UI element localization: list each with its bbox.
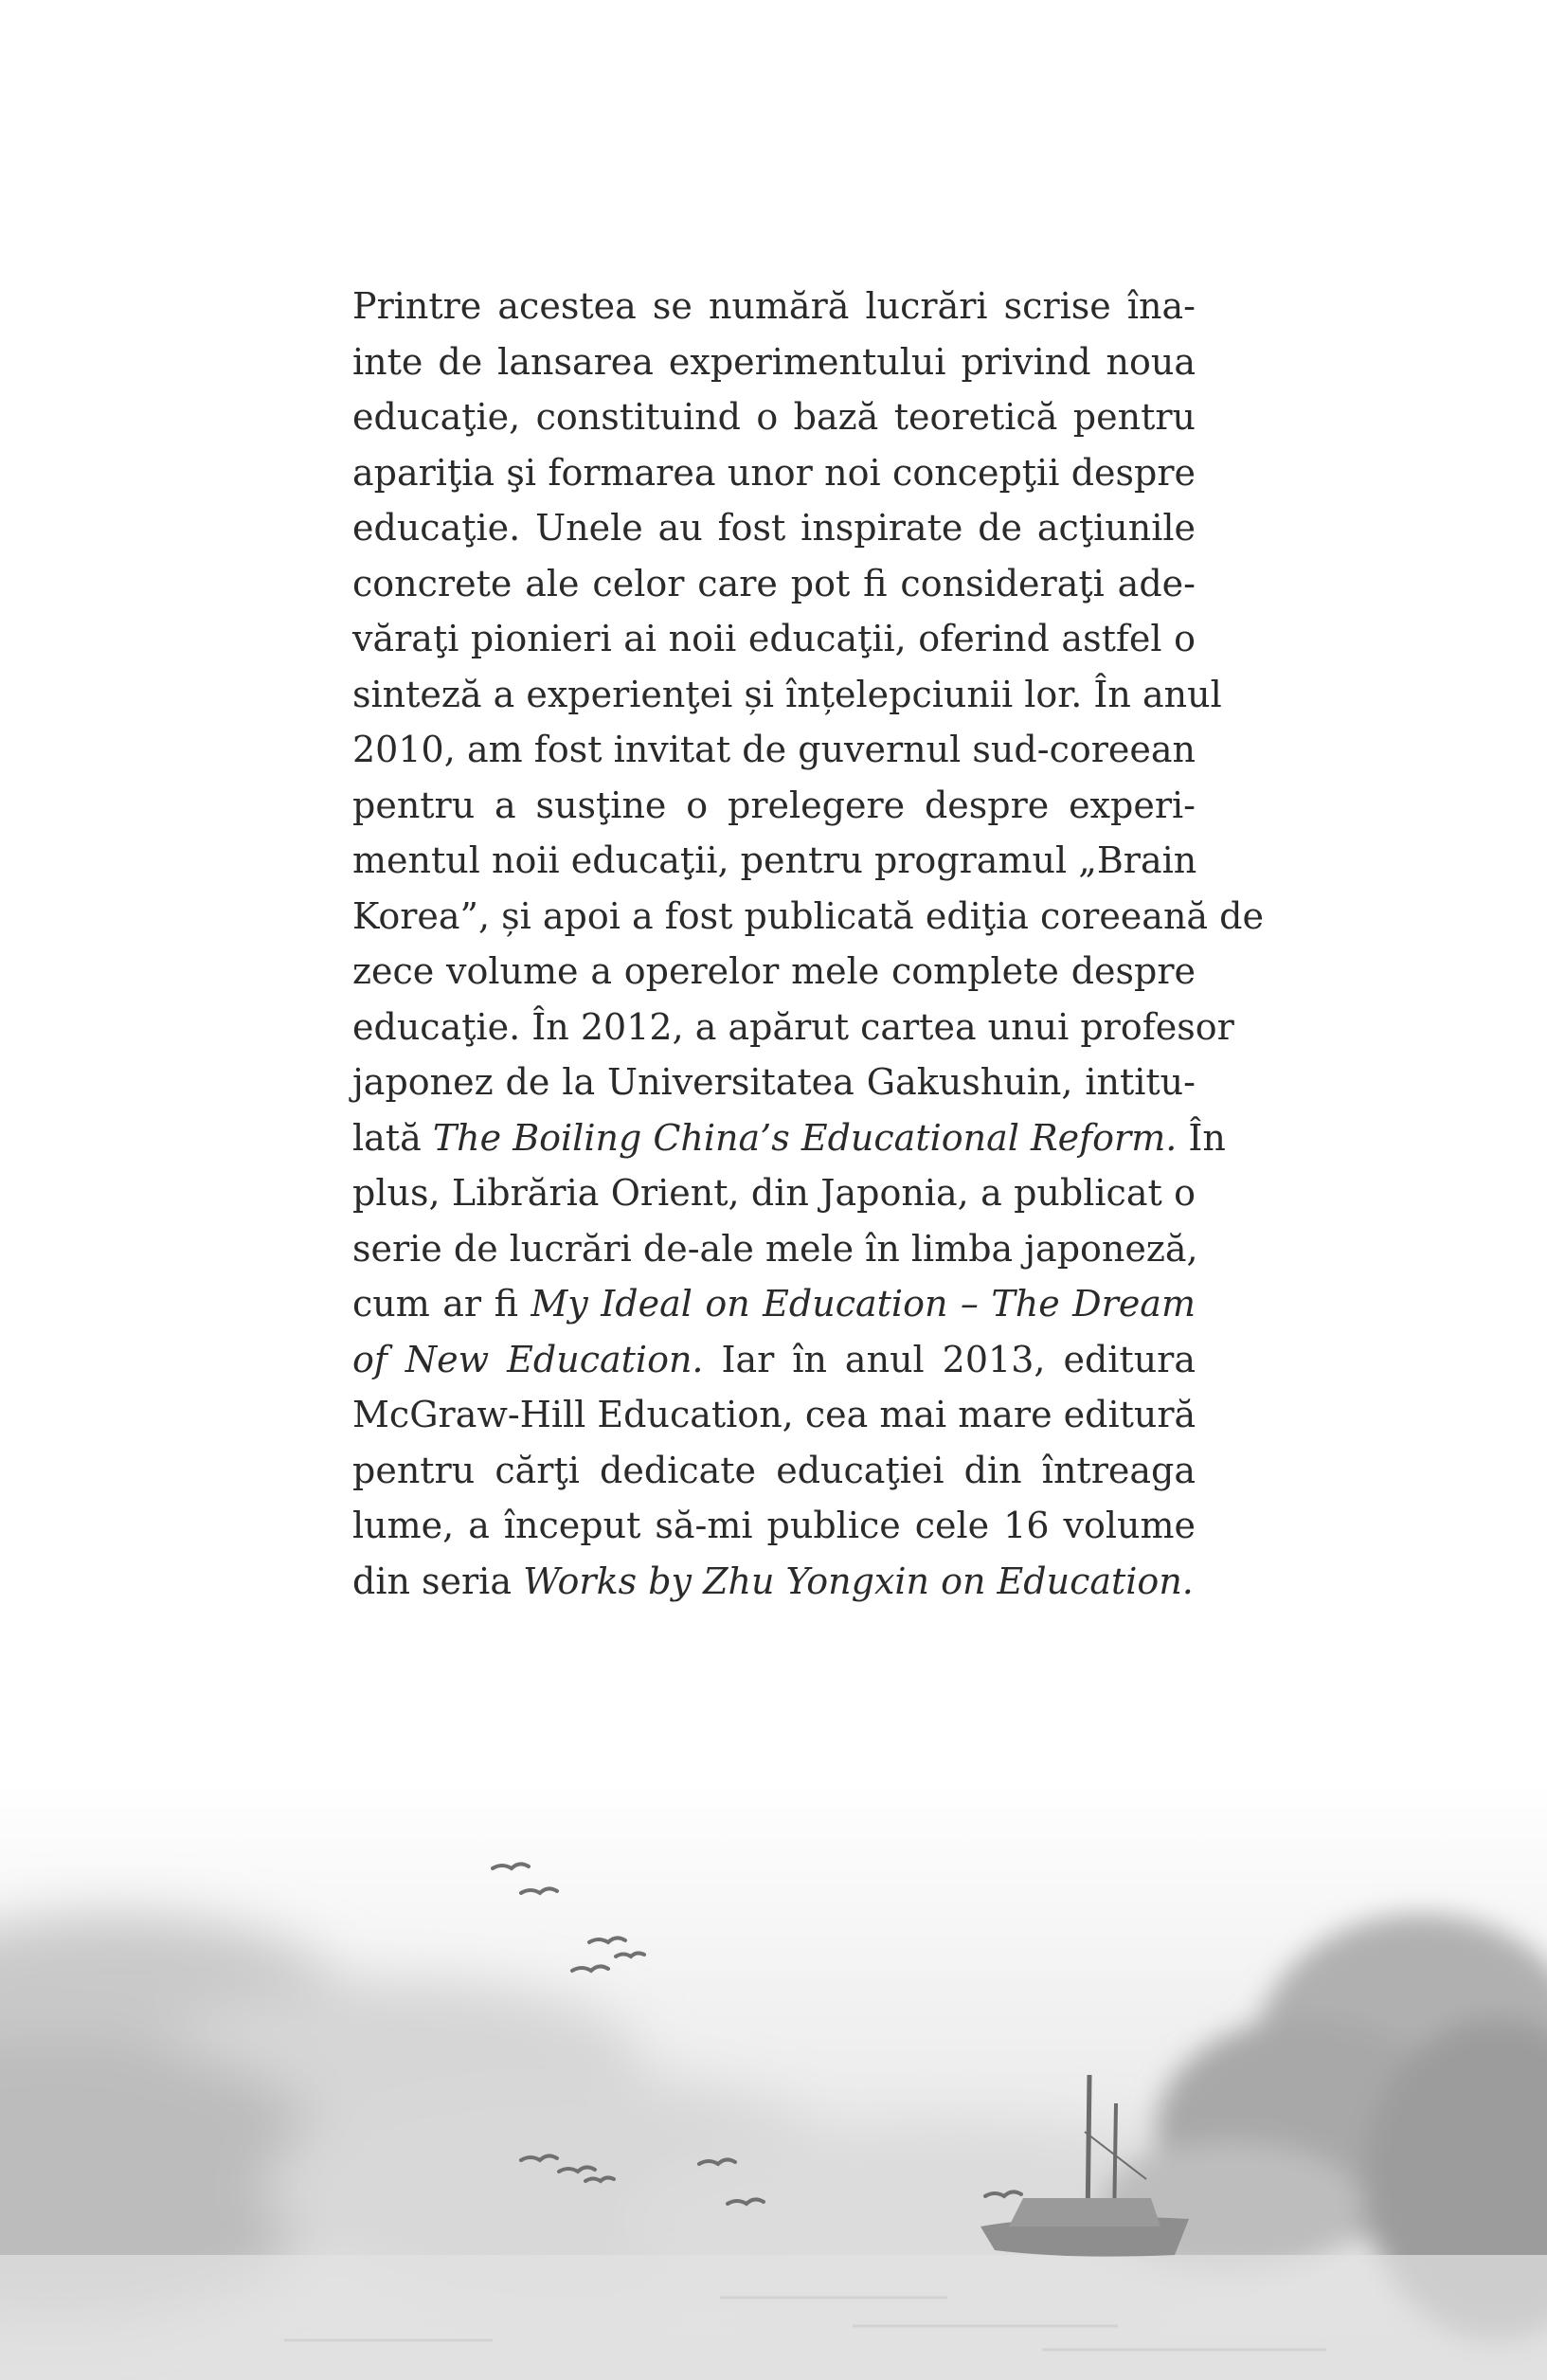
text-line [352, 1554, 1196, 1610]
text-line [352, 889, 1264, 945]
text-run: concrete ale celor care pot fi consideraţi ade- [352, 562, 1196, 604]
text-run: cum ar fi [352, 1283, 531, 1325]
text-run: educaţie. În 2012, a apărut cartea unui profesor [352, 1005, 1234, 1048]
ink-landscape-illustration [0, 1781, 1547, 2380]
text-line [352, 556, 1196, 612]
text-line [352, 1110, 1226, 1166]
text-run: pentru cărţi dedicate educaţiei din întreaga [352, 1449, 1196, 1491]
text-line [352, 667, 1222, 723]
text-run: Printre acestea se numără lucrări scrise îna- [352, 285, 1196, 327]
body-paragraph [352, 279, 1264, 1609]
text-line [352, 833, 1196, 889]
text-line [352, 1498, 1196, 1554]
text-run: lume, a început să-mi publice cele 16 volume [352, 1505, 1196, 1546]
text-run: educaţie. Unele au fost inspirate de acţiunile [352, 507, 1196, 549]
text-line [352, 722, 1196, 778]
text-line [352, 500, 1196, 556]
text-run: În [1177, 1116, 1226, 1159]
text-line [352, 1443, 1196, 1499]
text-run: zece volume a operelor mele complete despre [352, 950, 1196, 992]
text-run: plus, Librăria Orient, din Japonia, a publicat o [352, 1172, 1196, 1214]
text-line [352, 778, 1196, 834]
text-run: sinteză a experienţei și înțelepciunii lor. În anul [352, 673, 1222, 715]
text-run: inte de lansarea experimentului privind noua [352, 340, 1196, 383]
text-run: pentru a susţine o prelegere despre experi- [352, 784, 1196, 826]
italic-title: Works by Zhu Yongxin on Education. [523, 1560, 1194, 1602]
text-run: mentul noii educaţii, pentru programul „Brain [352, 839, 1197, 881]
text-line [352, 1276, 1196, 1332]
text-line [352, 1332, 1196, 1388]
text-line [352, 389, 1196, 445]
text-line [352, 1221, 1196, 1277]
italic-title: of New Education. [352, 1338, 704, 1380]
text-line [352, 279, 1196, 334]
text-run: 2010, am fost invitat de guvernul sud-coreean [352, 729, 1196, 770]
text-run: serie de lucrări de-ale mele în limba japoneză, [352, 1227, 1198, 1270]
text-run: Korea”, și apoi a fost publicată ediţia coreeană de [352, 894, 1264, 937]
text-line [352, 1000, 1234, 1055]
italic-title: My Ideal on Education – The Dream [531, 1283, 1196, 1325]
text-run: apariţia şi formarea unor noi concepţii despre [352, 451, 1196, 494]
text-run: McGraw-Hill Education, cea mai mare editură [352, 1394, 1196, 1435]
text-run: din seria [352, 1560, 524, 1602]
text-run: Iar în anul 2013, editura [703, 1338, 1196, 1380]
text-run: lată [352, 1116, 433, 1159]
italic-title: The Boiling China’s Educational Reform. [432, 1116, 1178, 1159]
text-run: japonez de la Universitatea Gakushuin, intitu- [352, 1061, 1196, 1103]
text-line [352, 944, 1196, 1000]
text-line [352, 334, 1196, 390]
text-line [352, 611, 1196, 667]
text-line [352, 1165, 1196, 1221]
text-line [352, 1055, 1196, 1110]
text-line [352, 1387, 1196, 1443]
water [0, 2255, 1547, 2380]
text-run: văraţi pionieri ai noii educaţii, oferind astfel o [352, 618, 1196, 659]
text-line [352, 445, 1196, 501]
text-run: educaţie, constituind o bază teoretică pentru [352, 396, 1196, 438]
